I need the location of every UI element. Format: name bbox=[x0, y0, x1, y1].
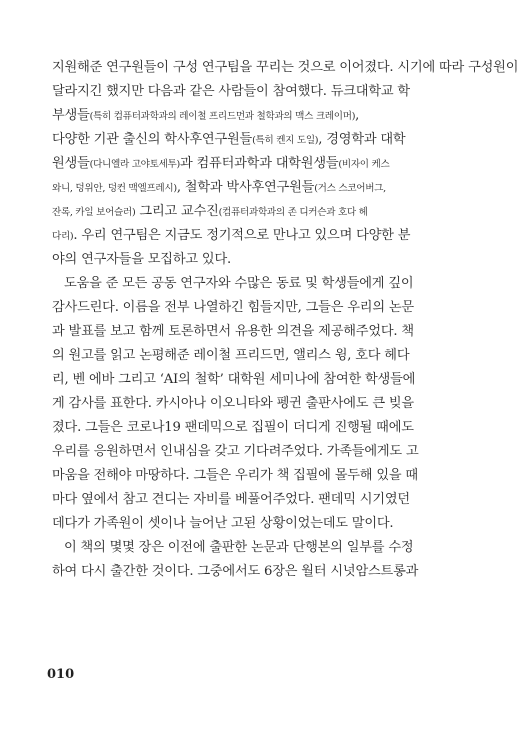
line-text: 데다가 가족원이 셋이나 늘어난 고된 상황이었는데도 말이다. bbox=[52, 516, 394, 531]
line-text: , bbox=[355, 108, 360, 123]
parenthetical-text: 와니, 덩위안, 덩컨 맥엘프레시) bbox=[52, 183, 177, 194]
text-line bbox=[52, 320, 454, 344]
text-line bbox=[52, 536, 454, 560]
text-line bbox=[52, 488, 454, 512]
text-line bbox=[52, 56, 518, 80]
text-line bbox=[52, 128, 454, 152]
text-line bbox=[52, 512, 454, 536]
line-text: 우리를 응원하면서 인내심을 갖고 기다려주었다. 가족들에게도 고 bbox=[52, 444, 419, 459]
line-text: 도움을 준 모든 공동 연구자와 수많은 동료 및 학생들에게 깊이 bbox=[64, 276, 414, 291]
parenthetical-text: (특히 켄지 도일) bbox=[252, 135, 319, 146]
line-text: , 철학과 박사후연구원들 bbox=[176, 180, 315, 195]
text-line bbox=[52, 464, 454, 488]
page-number: 010 bbox=[47, 667, 75, 682]
line-text: 마움을 전해야 마땅하다. 그들은 우리가 책 집필에 몰두해 있을 때 bbox=[52, 468, 418, 483]
line-text: 감사드린다. 이름을 전부 나열하긴 힘들지만, 그들은 우리의 논문 bbox=[52, 300, 414, 315]
line-text: 과 발표를 보고 함께 토론하면서 유용한 의견을 제공해주었다. 책 bbox=[52, 324, 414, 339]
line-text: 지원해준 연구원들이 구성 연구팀을 꾸리는 것으로 이어졌다. 시기에 따라 구성원이 bbox=[52, 60, 518, 75]
line-text: 마다 옆에서 참고 견디는 자비를 베풀어주었다. 팬데믹 시기였던 bbox=[52, 492, 410, 507]
line-text: 졌다. 그들은 코로나19 팬데믹으로 집필이 더디게 진행될 때에도 bbox=[52, 420, 414, 435]
parenthetical-text: 다리) bbox=[52, 231, 74, 242]
text-line bbox=[52, 176, 454, 200]
line-text: 원생들 bbox=[52, 156, 90, 171]
text-line bbox=[52, 272, 454, 296]
text-line bbox=[52, 560, 454, 584]
text-line bbox=[52, 248, 454, 272]
line-text: 달라지긴 했지만 다음과 같은 사람들이 참여했다. 듀크대학교 학 bbox=[52, 84, 410, 99]
line-text: , 경영학과 대학 bbox=[318, 132, 406, 147]
line-text: 하여 다시 출간한 것이다. 그중에서도 6장은 월터 시넛암스트롱과 bbox=[52, 564, 419, 579]
parenthetical-text: (거스 스코어버그, bbox=[314, 183, 386, 194]
text-line bbox=[52, 200, 454, 224]
text-line bbox=[52, 224, 454, 248]
parenthetical-text: (비자이 케스 bbox=[338, 159, 390, 170]
line-text: . 우리 연구팀은 지금도 정기적으로 만나고 있으며 다양한 분 bbox=[73, 228, 411, 243]
line-text: 다양한 기관 출신의 학사후연구원들 bbox=[52, 132, 253, 147]
parenthetical-text: (컴퓨터과학과의 존 디커슨과 호다 헤 bbox=[218, 207, 368, 218]
line-text: 게 감사를 표한다. 카시아나 이오니타와 펭귄 출판사에도 큰 빚을 bbox=[52, 396, 414, 411]
line-text: 그리고 교수진 bbox=[135, 204, 219, 219]
line-text: 야의 연구자들을 모집하고 있다. bbox=[52, 252, 231, 267]
text-line bbox=[52, 368, 454, 392]
parenthetical-text: 잔록, 카일 보어슬러) bbox=[52, 207, 136, 218]
text-line bbox=[52, 104, 454, 128]
text-line bbox=[52, 296, 454, 320]
parenthetical-text: (특히 컴퓨터과학과의 레이철 프리드먼과 철학과의 맥스 크레이머) bbox=[89, 111, 356, 122]
line-text: 의 원고를 읽고 논평해준 레이철 프리드먼, 앨리스 윙, 호다 헤다 bbox=[52, 348, 410, 363]
text-line bbox=[52, 152, 454, 176]
line-text: 이 책의 몇몇 장은 이전에 출판한 논문과 단행본의 일부를 수정 bbox=[64, 540, 414, 555]
line-text: 과 컴퓨터과학과 대학원생들 bbox=[179, 156, 339, 171]
text-line bbox=[52, 80, 454, 104]
parenthetical-text: (다니엘라 고야토세투) bbox=[89, 159, 180, 170]
text-line bbox=[52, 416, 454, 440]
text-line bbox=[52, 344, 454, 368]
text-line bbox=[52, 392, 454, 416]
text-line bbox=[52, 440, 454, 464]
line-text: 리, 벤 에바 그리고 ‘AI의 철학’ 대학원 세미나에 참여한 학생들에 bbox=[52, 372, 416, 387]
line-text: 부생들 bbox=[52, 108, 90, 123]
